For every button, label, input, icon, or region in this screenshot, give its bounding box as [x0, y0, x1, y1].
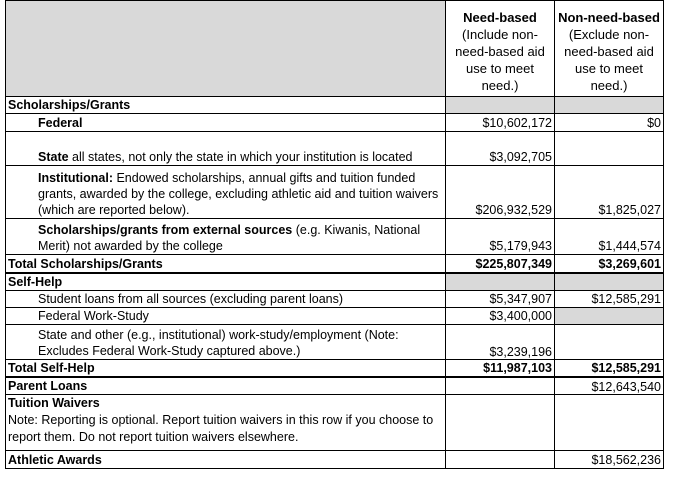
student-loans-row	[6, 290, 664, 307]
tuition-waivers-label: Tuition Waivers	[8, 395, 100, 410]
parent-loans-need-value	[446, 377, 555, 395]
institutional-row	[6, 166, 664, 219]
need-based-title: Need-based	[463, 10, 537, 25]
external-need-value: $5,179,943	[446, 219, 555, 255]
total-self-help-row	[6, 359, 664, 377]
external-non-need-value: $1,444,574	[555, 219, 664, 255]
federal-work-study-non-need-value	[555, 307, 664, 324]
state-non-need-value	[555, 132, 664, 166]
state-label-bold: State	[38, 150, 69, 164]
need-based-header	[446, 1, 555, 97]
scholarships-section-label: Scholarships/Grants	[6, 97, 446, 114]
non-need-based-note: (Exclude non-need-based aid use to meet need.)	[564, 27, 654, 93]
federal-work-study-need-value: $3,400,000	[446, 307, 555, 324]
external-label	[6, 219, 446, 255]
state-work-study-non-need-value	[555, 324, 664, 359]
institutional-label-bold: Institutional:	[38, 171, 113, 185]
total-self-help-need-value: $11,987,103	[446, 359, 555, 377]
athletic-awards-label: Athletic Awards	[6, 450, 446, 468]
total-scholarships-need-value: $225,807,349	[446, 255, 555, 273]
state-work-study-label: State and other (e.g., institutional) work-study/employment (Note: Excludes Federal Work-Study captured above.)	[6, 324, 446, 359]
state-work-study-need-value: $3,239,196	[446, 324, 555, 359]
total-self-help-non-need-value: $12,585,291	[555, 359, 664, 377]
tuition-waivers-note: Note: Reporting is optional. Report tuition waivers in this row if you choose to report them. Do not report tuition waivers elsewhere.	[8, 412, 434, 444]
non-need-based-title: Non-need-based	[558, 10, 660, 25]
total-scholarships-non-need-value: $3,269,601	[555, 255, 664, 273]
tuition-waivers-need-value	[446, 394, 555, 450]
athletic-awards-row	[6, 450, 664, 468]
federal-work-study-row	[6, 307, 664, 324]
state-label-rest: all states, not only the state in which your institution is located	[68, 150, 413, 164]
parent-loans-non-need-value: $12,643,540	[555, 377, 664, 395]
institutional-need-value: $206,932,529	[446, 166, 555, 219]
athletic-awards-non-need-value: $18,562,236	[555, 450, 664, 468]
self-help-section-label: Self-Help	[6, 273, 446, 291]
athletic-awards-need-value	[446, 450, 555, 468]
self-help-section-row	[6, 273, 664, 291]
state-row	[6, 132, 664, 166]
institutional-label-rest: Endowed scholarships, annual gifts and tuition funded grants, awarded by the college, excluding athletic aid and tuition waivers (which are reported below).	[38, 171, 439, 217]
institutional-label	[6, 166, 446, 219]
total-self-help-label: Total Self-Help	[6, 359, 446, 377]
external-label-rest: (e.g. Kiwanis, National Merit) not awarded by the college	[38, 223, 421, 253]
federal-label: Federal	[6, 114, 446, 132]
institutional-non-need-value: $1,825,027	[555, 166, 664, 219]
header-blank-cell	[6, 1, 446, 97]
state-label	[6, 132, 446, 166]
parent-loans-label: Parent Loans	[6, 377, 446, 395]
total-scholarships-row	[6, 255, 664, 273]
non-need-based-header	[555, 1, 664, 97]
external-label-bold: Scholarships/grants from external sources	[38, 223, 293, 237]
student-loans-non-need-value: $12,585,291	[555, 290, 664, 307]
federal-need-value: $10,602,172	[446, 114, 555, 132]
federal-work-study-label: Federal Work-Study	[6, 307, 446, 324]
tuition-waivers-row	[6, 394, 664, 450]
header-row	[6, 1, 664, 97]
state-need-value: $3,092,705	[446, 132, 555, 166]
financial-aid-table	[5, 0, 664, 469]
total-scholarships-label: Total Scholarships/Grants	[6, 255, 446, 273]
scholarships-section-row	[6, 97, 664, 114]
need-based-note: (Include non-need-based aid use to meet need.)	[455, 27, 545, 93]
state-work-study-row	[6, 324, 664, 359]
federal-non-need-value: $0	[555, 114, 664, 132]
parent-loans-row	[6, 377, 664, 395]
federal-row	[6, 114, 664, 132]
tuition-waivers-cell	[6, 394, 446, 450]
tuition-waivers-non-need-value	[555, 394, 664, 450]
student-loans-label: Student loans from all sources (excluding parent loans)	[6, 290, 446, 307]
student-loans-need-value: $5,347,907	[446, 290, 555, 307]
external-row	[6, 219, 664, 255]
